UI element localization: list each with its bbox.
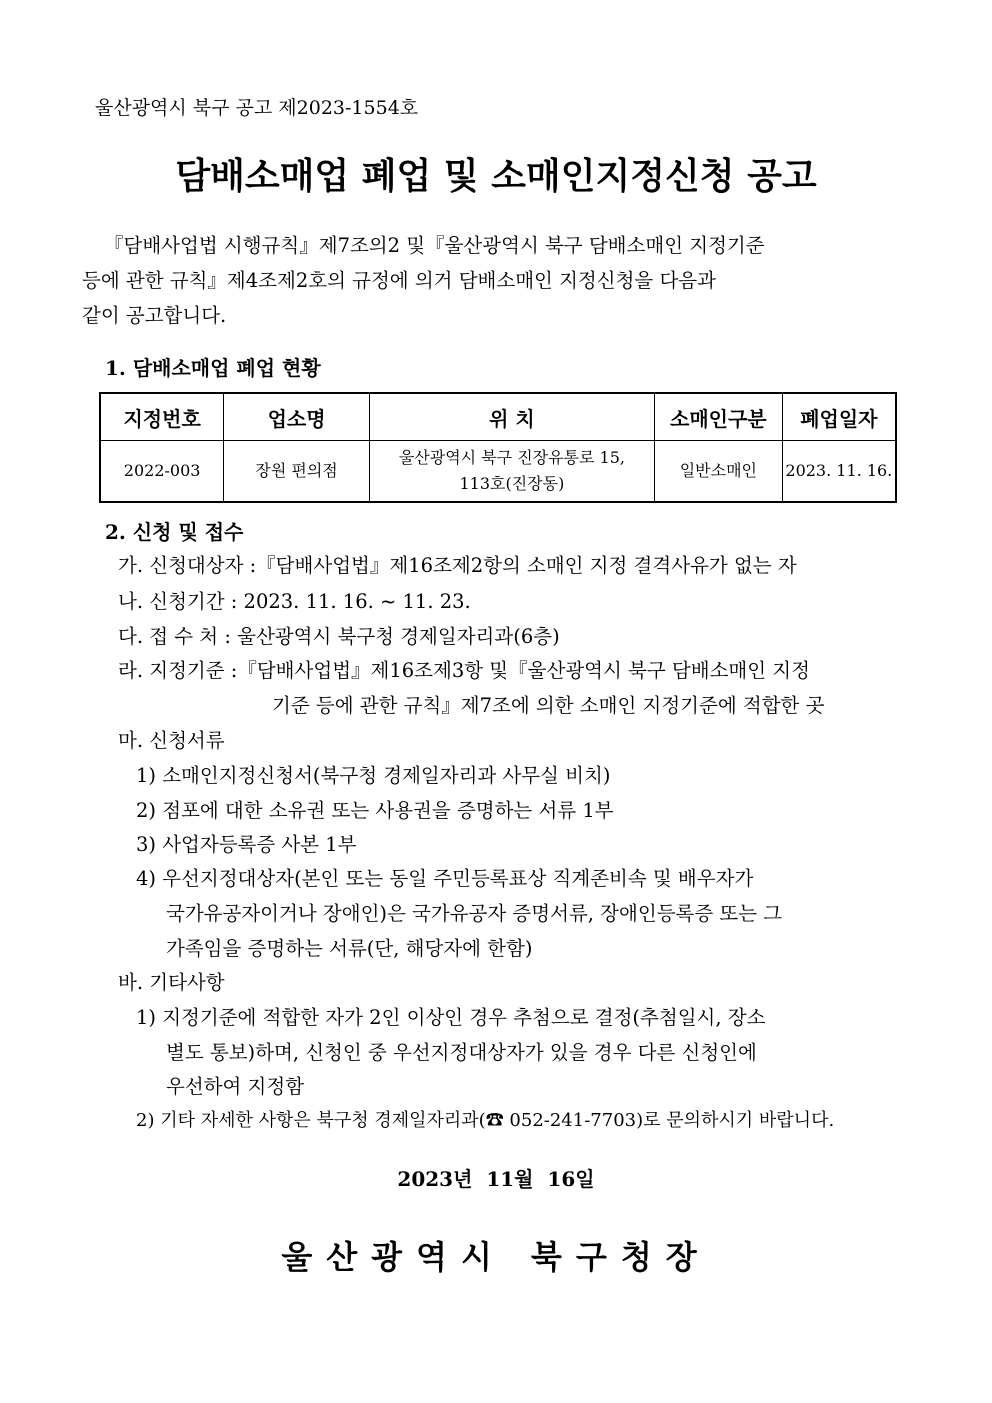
closure-status-table	[99, 392, 897, 503]
section1-heading: 1. 담배소매업 폐업 현황	[105, 356, 321, 380]
doc-item: 1) 소매인지정신청서(북구청 경제일자리과 사무실 비치)	[136, 764, 611, 787]
other-item: 2) 기타 자세한 사항은 북구청 경제일자리과(☎ 052-241-7703)로 문의하시기 바랍니다.	[136, 1110, 835, 1131]
cell-location-line: 113호(진장동)	[459, 474, 565, 493]
intro-line: 같이 공고합니다.	[82, 304, 227, 327]
other-item: 1) 지정기준에 적합한 자가 2인 이상인 경우 추첨으로 결정(추첨일시, 장소	[136, 1006, 766, 1029]
item-period: 나. 신청기간 : 2023. 11. 16. ~ 11. 23.	[118, 590, 471, 613]
item-target: 가. 신청대상자 :『담배사업법』제16조제2항의 소매인 지정 결격사유가 없는 자	[118, 554, 797, 577]
documents-heading: 마. 신청서류	[118, 729, 225, 752]
doc-item: 3) 사업자등록증 사본 1부	[136, 833, 357, 856]
cell-type: 일반소매인	[655, 441, 783, 503]
cell-location	[369, 441, 654, 503]
other-item-cont: 우선하여 지정함	[166, 1075, 305, 1098]
cell-name: 장원 편의점	[224, 441, 370, 503]
table-header-row	[100, 393, 896, 441]
section2-heading: 2. 신청 및 접수	[105, 520, 244, 544]
doc-item-cont: 국가유공자이거나 장애인)은 국가유공자 증명서류, 장애인등록증 또는 그	[166, 902, 783, 925]
col-header-number: 지정번호	[100, 393, 224, 441]
doc-item: 4) 우선지정대상자(본인 또는 동일 주민등록표상 직계존비속 및 배우자가	[136, 867, 754, 890]
page-title: 담배소매업 폐업 및 소매인지정신청 공고	[175, 155, 817, 197]
table-row	[100, 441, 896, 503]
item-office: 다. 접 수 처 : 울산광역시 북구청 경제일자리과(6층)	[118, 625, 560, 648]
doc-item: 2) 점포에 대한 소유권 또는 사용권을 증명하는 서류 1부	[136, 799, 614, 822]
col-header-closed-date: 폐업일자	[782, 393, 896, 441]
notice-date: 2023년 11월 16일	[397, 1167, 595, 1191]
intro-paragraph	[82, 228, 897, 333]
other-item-cont: 별도 통보)하며, 신청인 중 우선지정대상자가 있을 경우 다른 신청인에	[166, 1041, 757, 1064]
col-header-location: 위 치	[369, 393, 654, 441]
signer-name: 울산광역시 북구청장	[281, 1238, 711, 1276]
intro-line: 『담배사업법 시행규칙』제7조의2 및『울산광역시 북구 담배소매인 지정기준	[104, 234, 765, 257]
item-criteria: 라. 지정기준 :『담배사업법』제16조제3항 및『울산광역시 북구 담배소매인 지정	[118, 659, 810, 682]
cell-number: 2022-003	[100, 441, 224, 503]
cell-closed-date: 2023. 11. 16.	[782, 441, 896, 503]
col-header-type: 소매인구분	[655, 393, 783, 441]
doc-item-cont: 가족임을 증명하는 서류(단, 해당자에 한함)	[166, 937, 533, 960]
other-heading: 바. 기타사항	[118, 971, 225, 994]
item-criteria-cont: 기준 등에 관한 규칙』제7조에 의한 소매인 지정기준에 적합한 곳	[272, 694, 825, 717]
notice-number: 울산광역시 북구 공고 제2023-1554호	[95, 97, 419, 119]
cell-location-line: 울산광역시 북구 진장유통로 15,	[398, 448, 626, 467]
intro-line: 등에 관한 규칙』제4조제2호의 규정에 의거 담배소매인 지정신청을 다음과	[82, 269, 716, 292]
col-header-name: 업소명	[224, 393, 370, 441]
